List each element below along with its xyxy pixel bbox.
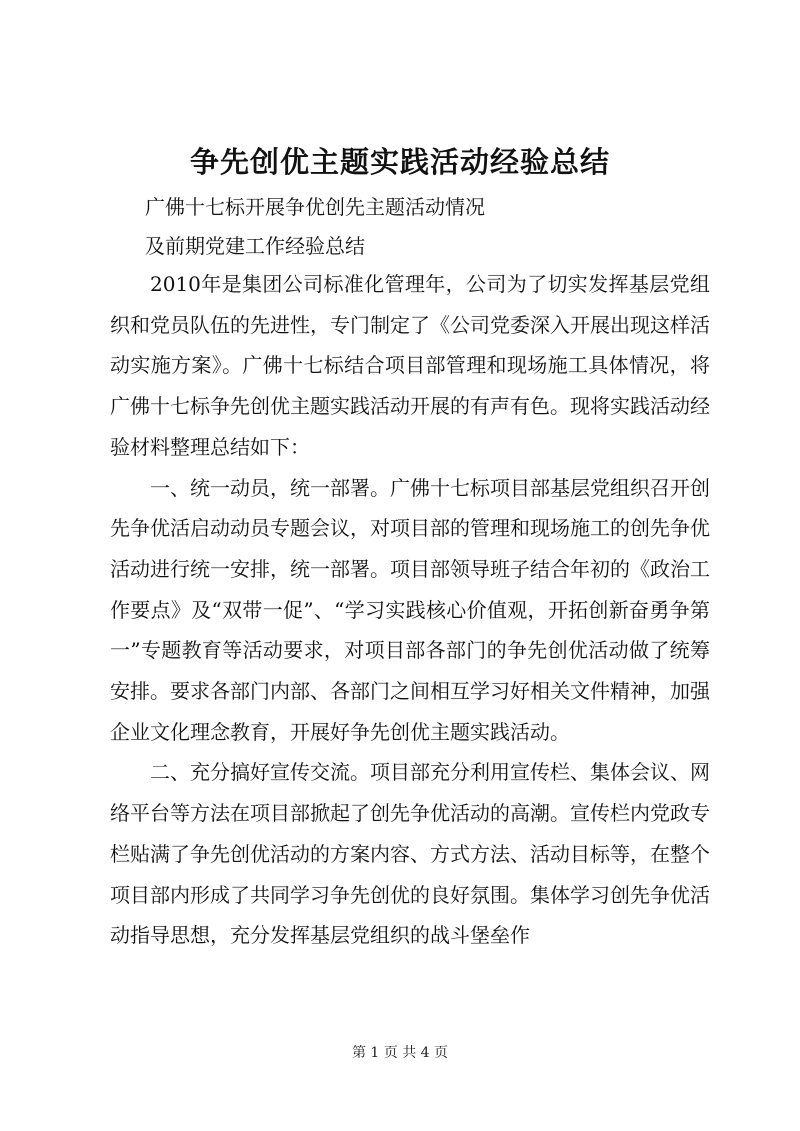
document-body — [110, 264, 710, 956]
document-title: 争先创优主题实践活动经验总结 — [189, 145, 610, 179]
paragraph-intro: 2010年是集团公司标准化管理年，公司为了切实发挥基层党组织和党员队伍的先进性，专门制定了《公司党委深入开展出现这样活动实施方案》。广佛十七标结合项目部管理和现场施工具体情况，将广佛十七标争先创优主题实践活动开展的有声有色。现将实践活动经验材料整理总结如下： — [110, 272, 710, 459]
subtitle-line-2: 及前期党建工作经验总结 — [145, 234, 365, 258]
paragraph-section-1: 一、统一动员，统一部署。广佛十七标项目部基层党组织召开创先争优活启动动员专题会议，对项目部的管理和现场施工的创先争优活动进行统一安排，统一部署。项目部领导班子结合年初的《政治工作要点》及“双带一促”、“学习实践核心价值观，开拓创新奋勇争第一”专题教育等活动要求，对项目部各部门的争先创优活动做了统筹安排。要求各部门内部、各部门之间相互学习好相关文件精神，加强企业文化理念教育，开展好争先创优主题实践活动。 — [110, 475, 710, 744]
paragraph-section-2: 二、充分搞好宣传交流。项目部充分利用宣传栏、集体会议、网络平台等方法在项目部掀起了创先争优活动的高潮。宣传栏内党政专栏贴满了争先创优活动的方案内容、方式方法、活动目标等，在整个项目部内形成了共同学习争先创优的良好氛围。集体学习创先争优活动指导思想，充分发挥基层党组织的战斗堡垒作 — [110, 760, 710, 948]
page-number-footer: 第 1 页 共 4 页 — [351, 1045, 449, 1061]
subtitle-line-1: 广佛十七标开展争优创先主题活动情况 — [145, 195, 485, 219]
